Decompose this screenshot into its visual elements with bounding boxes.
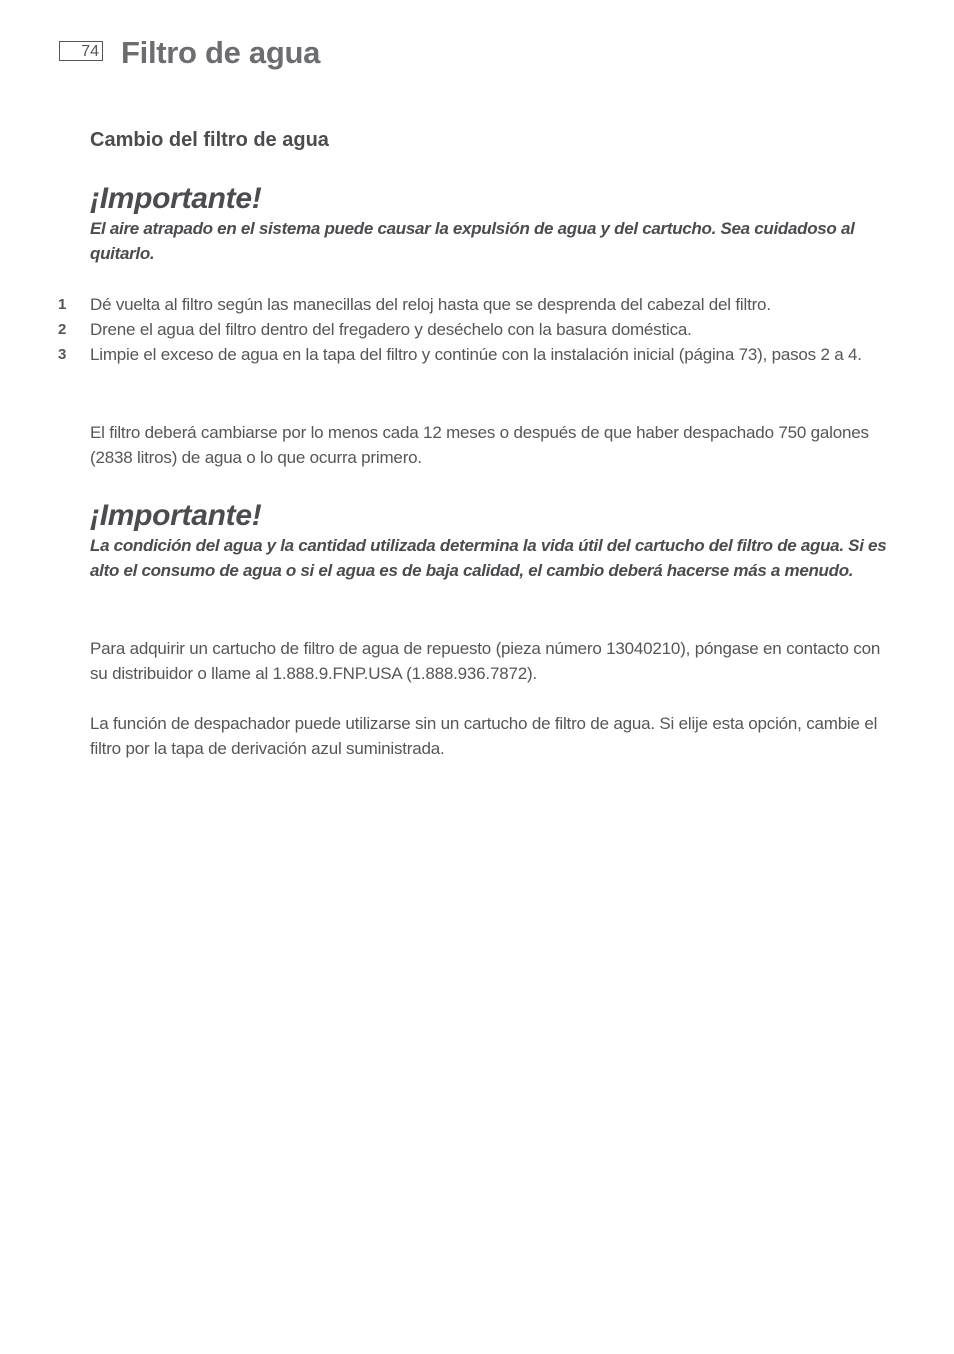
bypass-paragraph: La función de despachador puede utilizarse sin un cartucho de filtro de agua. Si elije esta opción, cambie el filtro por la tapa de derivación azul suministrada. (90, 714, 878, 758)
important-title: ¡Importante! (90, 182, 262, 215)
step-text: Drene el agua del filtro dentro del fregadero y deséchelo con la basura doméstica. (90, 320, 692, 339)
important-title: ¡Importante! (90, 499, 262, 532)
steps-list (58, 292, 890, 367)
important-note: El aire atrapado en el sistema puede causar la expulsión de agua y del cartucho. Sea cuidadoso al quitarlo. (90, 219, 855, 263)
step-text: Dé vuelta al filtro según las manecillas del reloj hasta que se desprenda del cabezal del filtro. (90, 295, 771, 314)
page-title: Filtro de agua (121, 35, 321, 70)
purchase-paragraph: Para adquirir un cartucho de filtro de agua de repuesto (pieza número 13040210), póngase en contacto con su distribuidor o llame al 1.888.9.FNP.USA (1.888.936.7872). (90, 639, 881, 683)
step-number: 3 (58, 346, 67, 363)
step-number: 2 (58, 321, 67, 338)
step-item (58, 342, 890, 367)
step-number: 1 (58, 296, 67, 313)
step-text: Limpie el exceso de agua en la tapa del filtro y continúe con la instalación inicial (página 73), pasos 2 a 4. (90, 345, 862, 364)
page-number: 74 (59, 41, 103, 61)
step-item (58, 317, 890, 342)
section-heading: Cambio del filtro de agua (90, 129, 329, 151)
important-note: La condición del agua y la cantidad utilizada determina la vida útil del cartucho del filtro de agua. Si es alto el consumo de agua o si el agua es de baja calidad, el cambio deberá hacerse más a menudo. (90, 536, 887, 580)
replacement-interval-paragraph: El filtro deberá cambiarse por lo menos cada 12 meses o después de que haber despachado 750 galones (2838 litros) de agua o lo que ocurra primero. (90, 423, 869, 467)
step-item (58, 292, 890, 317)
